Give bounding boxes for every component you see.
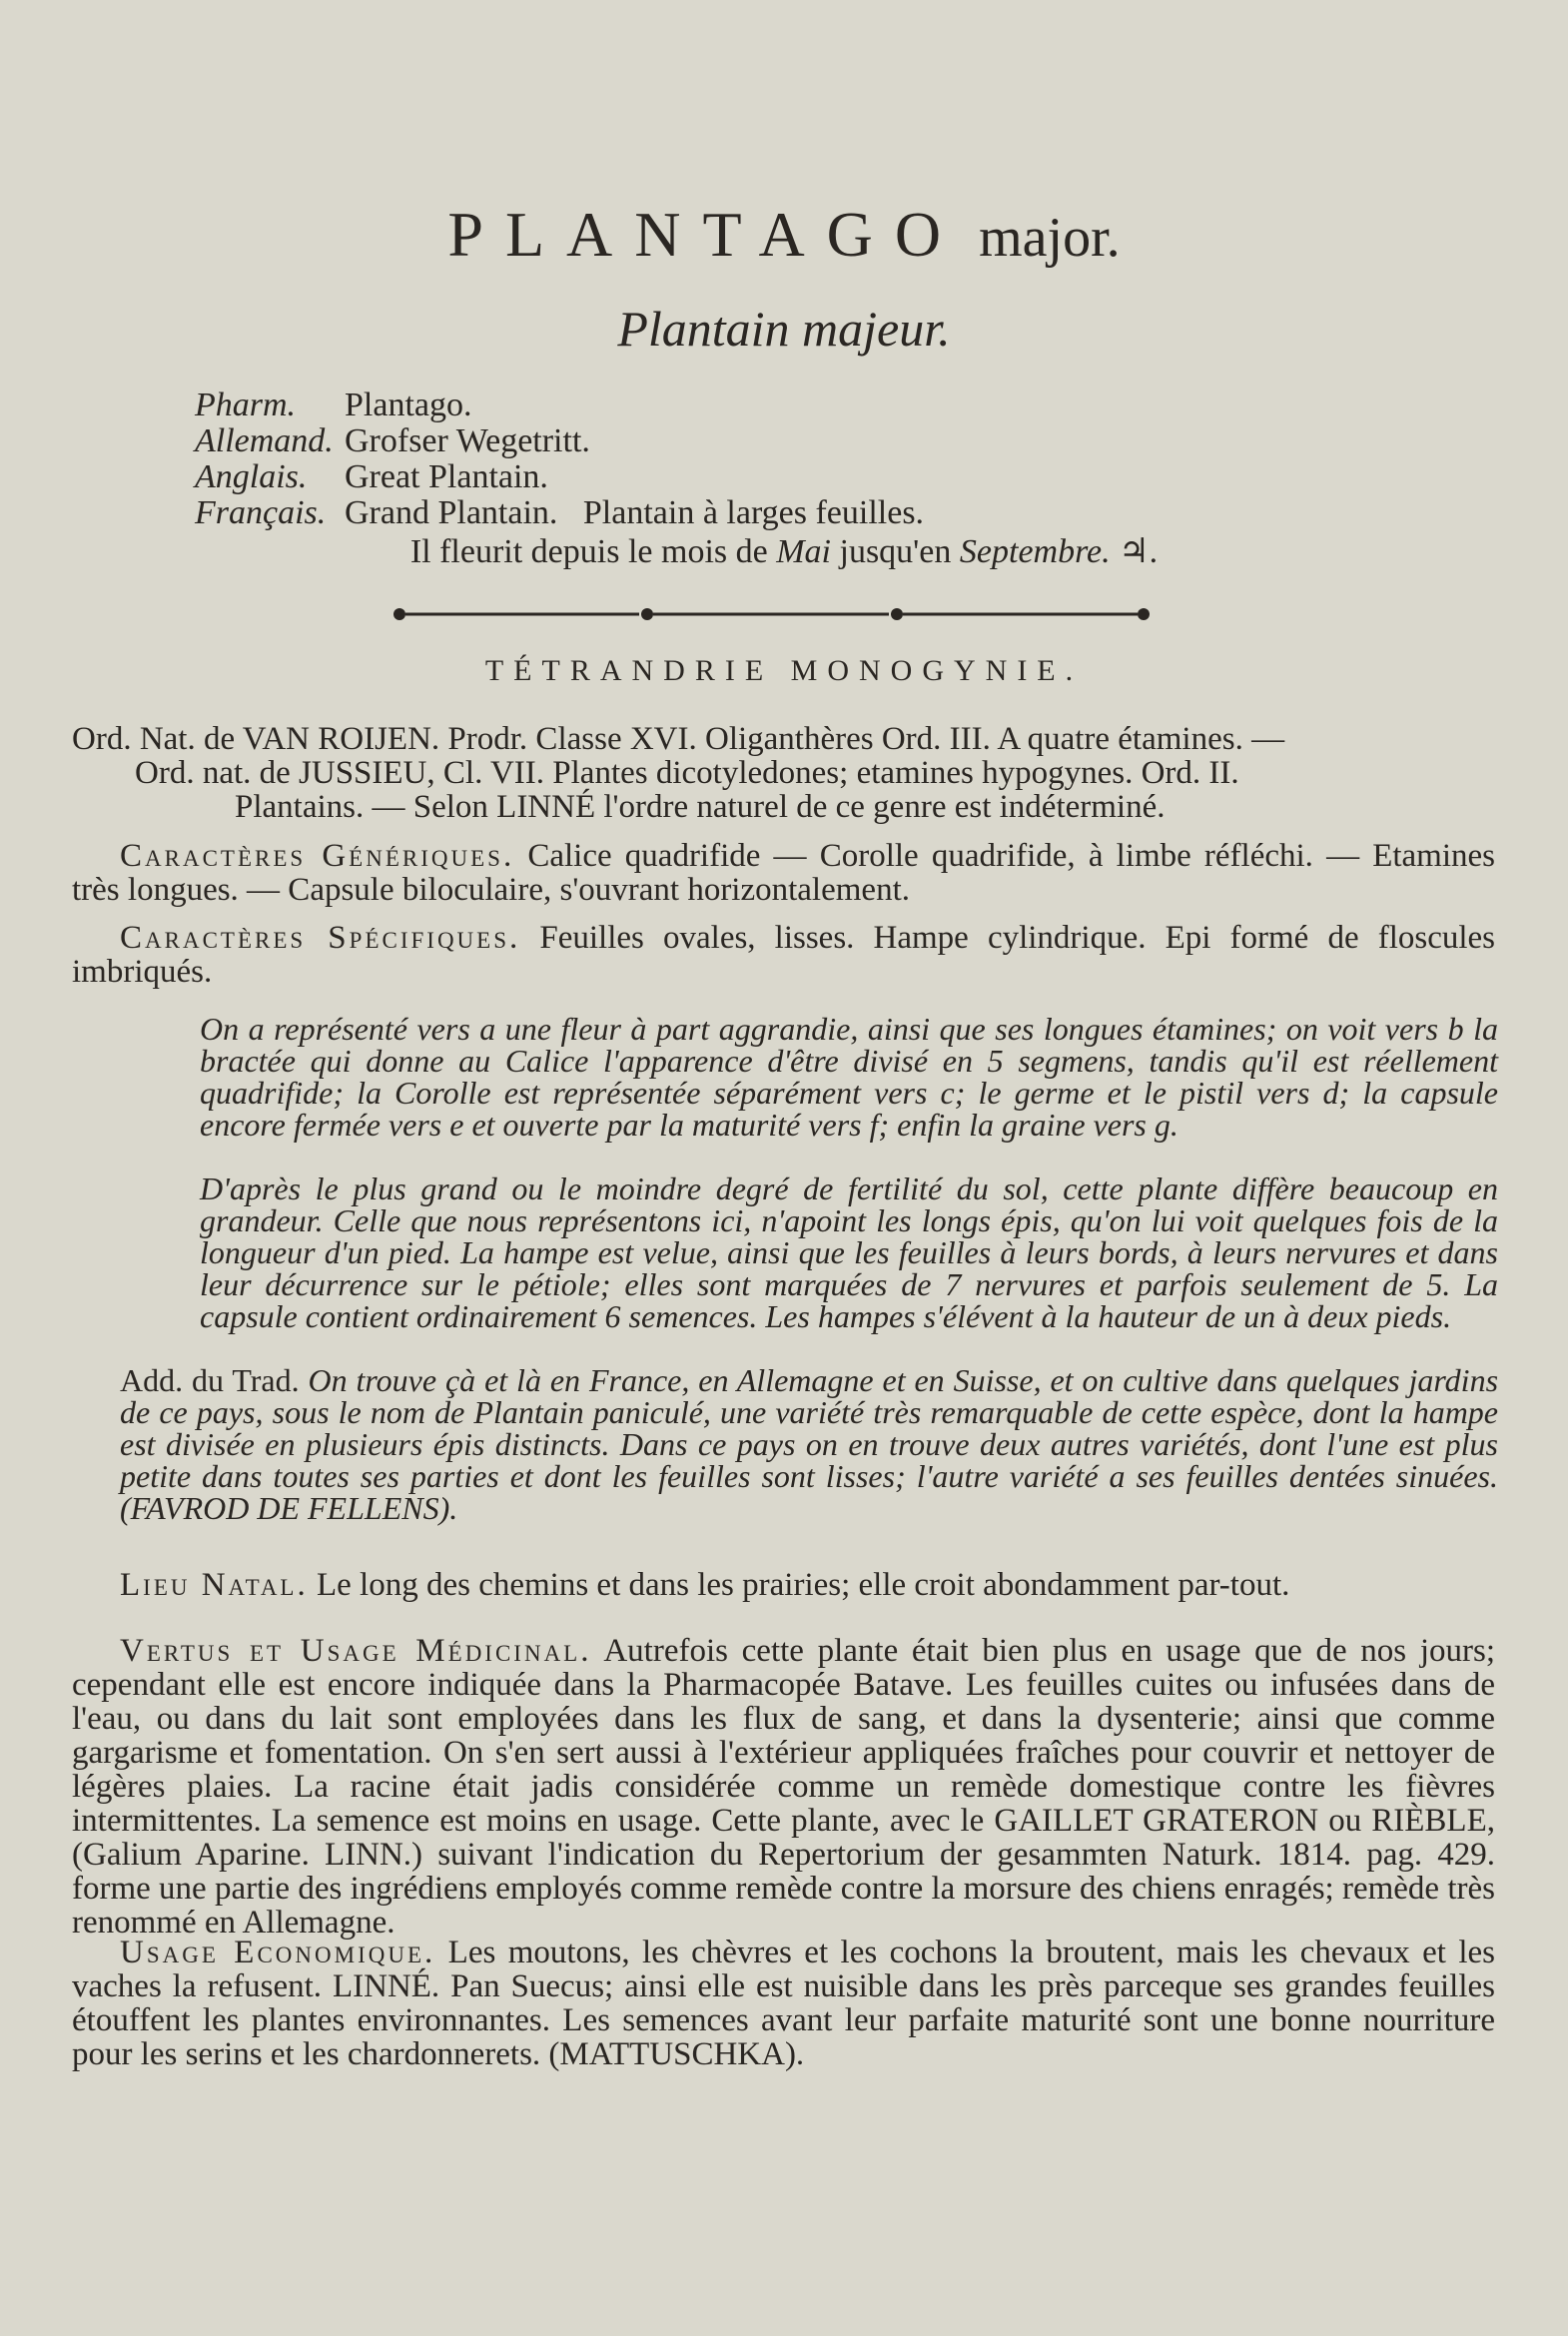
synonym-line: Anglais. Great Plantain. (195, 458, 548, 495)
common-name: Plantain majeur. (617, 301, 951, 357)
synonym-line: Allemand. Grofser Wegetritt. (195, 422, 590, 459)
figure-description: On a représenté vers a une fleur à part aggrandie, ainsi que ses longues étamines; on voit vers b la bractée qui donne au Calice l'apparence d'être divisé en 5 segmens, tandis qu'il est réellement quadrifide; la Corolle est représentée séparément vers c; le germe et le pistil vers d; la capsule encore fermée vers e et ouverte par la maturité vers f; enfin la graine vers g. (200, 1011, 1498, 1143)
page-title (0, 200, 1568, 273)
habitat-section: Lieu Natal. Le long des chemins et dans les prairies; elle croit abondamment par-tout. (120, 1567, 1290, 1603)
size-description: D'après le plus grand ou le moindre degré de fertilité du sol, cette plante diffère beaucoup en grandeur. Celle que nous représentons ici, n'apoint les longs épis, qu'on lui voit quelques fois de la longueur d'un pied. La hampe est velue, ainsi que les feuilles à leurs bords, à leurs nervures et dans leur décurrence sur le pétiole; elles sont marquées de 7 nervures et parfois seulement de 5. La capsule contient ordinairement 6 semences. Les hampes s'élévent à la hauteur de un à deux pieds. (200, 1170, 1498, 1334)
specific-characters: Caractères Spécifiques. Feuilles ovales, lisses. Hampe cylindrique. Epi formé de floscules imbriqués. (72, 920, 1496, 990)
flowering-period: Il fleurit depuis le mois de Mai jusqu'en Septembre. ♃. (409, 533, 1159, 570)
addendum-label: Add. du Trad. (120, 1362, 300, 1398)
classification-line: Plantains. — Selon LINNÉ l'ordre naturel de ce genre est indéterminé. (235, 789, 1166, 825)
classification-line: Ord. nat. de JUSSIEU, Cl. VII. Plantes dicotyledones; etamines hypogynes. Ord. II. (135, 755, 1239, 791)
ornamental-divider (390, 599, 1154, 629)
generic-characters: Caractères Génériques. Calice quadrifide — Corolle quadrifide, à limbe réfléchi. — Etamines très longues. — Capsule biloculaire, s'ouvrant horizontalement. (72, 838, 1496, 908)
classification-line: Ord. Nat. de VAN ROIJEN. Prodr. Classe XVI. Oliganthères Ord. III. A quatre étamines. — (72, 721, 1285, 757)
perennial-symbol: ♃. (1119, 533, 1159, 570)
classification-heading: TÉTRANDRIE MONOGYNIE. (484, 654, 1084, 687)
synonym-line: Français. Grand Plantain. Plantain à larges feuilles. (195, 494, 925, 531)
synonym-line: Pharm. Plantago. (195, 387, 472, 423)
economic-section: Usage Economique. Les moutons, les chèvres et les cochons la broutent, mais les chevaux et les vaches la refusent. LINNÉ. Pan Suecus; ainsi elle est nuisible dans les près parceque ses grandes feuilles étouffent les plantes environnantes. Les semences avant leur parfaite maturité sont une bonne nourriture pour les serins et les chardonnerets. (MATTUSCHKA). (72, 1935, 1495, 2072)
genus-name: PLANTAGO (447, 199, 964, 270)
species-name: major. (979, 207, 1121, 269)
translator-addendum: Add. du Trad. On trouve çà et là en France, en Allemagne et en Suisse, et on cultive dans quelques jardins de ce pays, sous le nom de Plantain paniculé, une variété très remarquable de cette espèce, dont la hampe est divisée en plusieurs épis distincts. Dans ce pays on en trouve deux autres variétés, dont l'une est plus petite dans toutes ses parties et dont les feuilles sont lisses; l'autre variété a ses feuilles dentées sinuées. (FAVROD DE FELLENS). (120, 1362, 1499, 1526)
medicinal-section: Vertus et Usage Médicinal. Autrefois cette plante était bien plus en usage que de nos jours; cependant elle est encore indiquée dans la Pharmacopée Batave. Les feuilles cuites ou infusées dans de l'eau, ou dans du lait sont employées dans les flux de sang, et dans la dysenterie; ainsi que comme gargarisme et fomentation. On s'en sert aussi à l'extérieur appliquées fraîches pour couvrir et nettoyer de légères plaies. La racine était jadis considérée comme un remède domestique contre les fièvres intermittentes. La semence est moins en usage. Cette plante, avec le GAILLET GRATERON ou RIÈBLE, (Galium Aparine. LINN.) suivant l'indication du Repertorium der gesammten Naturk. 1814. pag. 429. forme une partie des ingrédiens employés comme remède contre la morsure des chiens enragés; remède très renommé en Allemagne. (72, 1633, 1495, 1941)
